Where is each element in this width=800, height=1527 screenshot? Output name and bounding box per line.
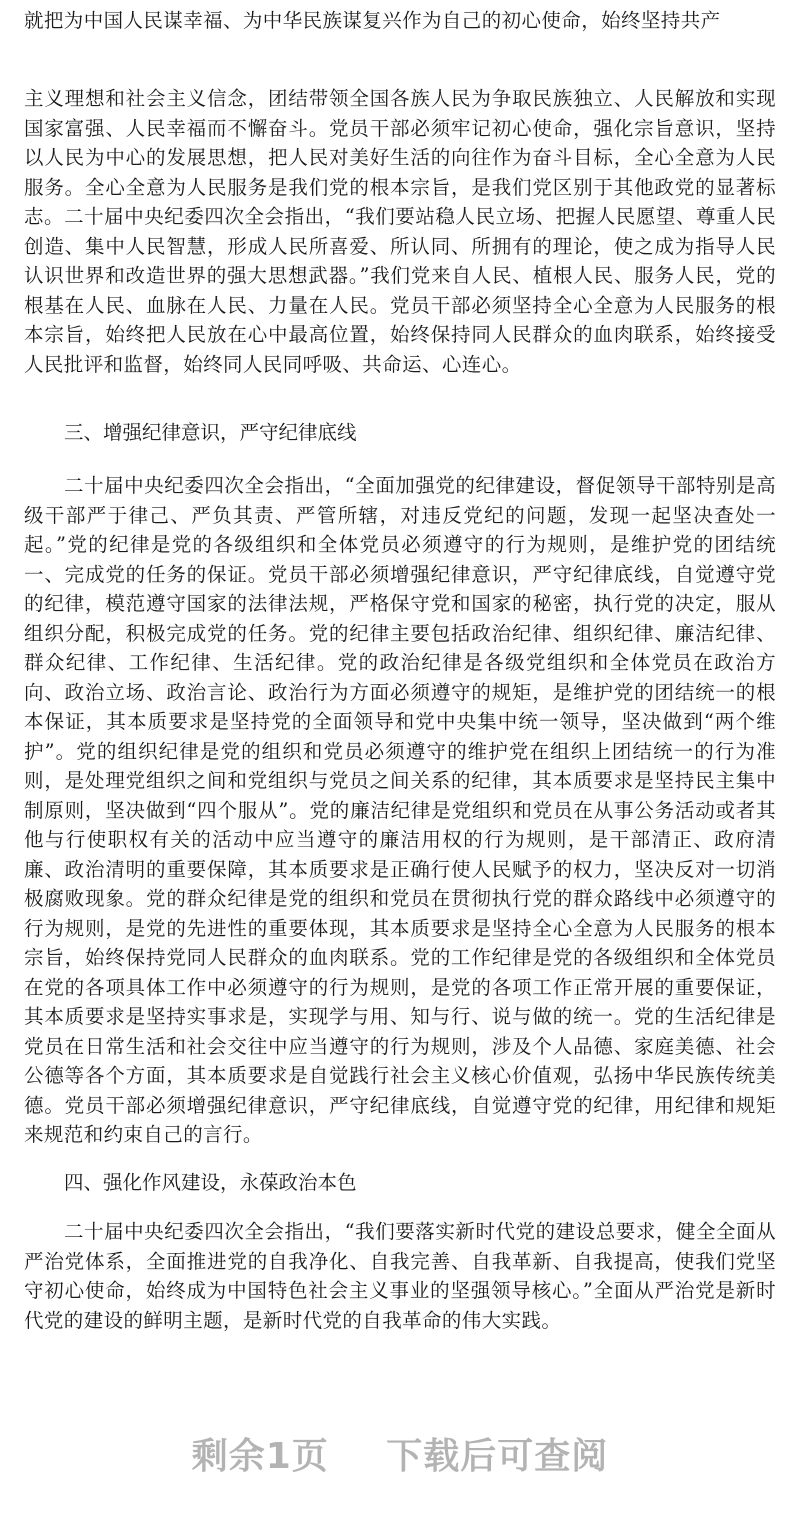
paragraph-people-service: 主义理想和社会主义信念，团结带领全国各族人民为争取民族独立、人民解放和实现国家富强、人民幸福而不懈奋斗。党员干部必须牢记初心使命，强化宗旨意识，坚持以人民为中心的发展思想，把人民对美好生活的向往作为奋斗目标，全心全意为人民服务。全心全意为人民服务是我们党的根本宗旨，是我们党区别于其他政党的显著标志。二十届中央纪委四次全会指出，“我们要站稳人民立场、把握人民愿望、尊重人民创造、集中人民智慧，形成人民所喜爱、所认同、所拥有的理论，使之成为指导人民认识世界和改造世界的强大思想武器。”我们党来自人民、植根人民、服务人民，党的根基在人民、血脉在人民、力量在人民。党员干部必须坚持全心全意为人民服务的根本宗旨，始终把人民放在心中最高位置，始终保持同人民群众的血肉联系，始终接受人民批评和监督，始终同人民同呼吸、共命运、心连心。 xyxy=(24,87,776,376)
paragraph-discipline: 二十届中央纪委四次全会指出，“全面加强党的纪律建设，督促领导干部特别是高级干部严于律己、严负其责、严管所辖，对违反党纪的问题，发现一起坚决查处一起。”党的纪律是党的各级组织和全体党员必须遵守的行为规则，是维护党的团结统一、完成党的任务的保证。党员干部必须增强纪律意识，严守纪律底线，自觉遵守党的纪律，模范遵守国家的法律法规，严格保守党和国家的秘密，执行党的决定，服从组织分配，积极完成党的任务。党的纪律主要包括政治纪律、组织纪律、廉洁纪律、群众纪律、工作纪律、生活纪律。党的政治纪律是各级党组织和全体党员在政治方向、政治立场、政治言论、政治行为方面必须遵守的规矩，是维护党的团结统一的根本保证，其本质要求是坚持党的全面领导和党中央集中统一领导，坚决做到“两个维护”。党的组织纪律是党的组织和党员必须遵守的维护党在组织上团结统一的行为准则，是处理党组织之间和党组织与党员之间关系的纪律，其本质要求是坚持民主集中制原则，坚决做到“四个服从”。党的廉洁纪律是党组织和党员在从事公务活动或者其他与行使职权有关的活动中应当遵守的廉洁用权的行为规则，是干部清正、政府清廉、政治清明的重要保障，其本质要求是正确行使人民赋予的权力，坚决反对一切消极腐败现象。党的群众纪律是党的组织和党员在贯彻执行党的群众路线中必须遵守的行为规则，是党的先进性的重要体现，其本质要求是坚持全心全意为人民服务的根本宗旨，始终保持党同人民群众的血肉联系。党的工作纪律是党的各级组织和全体党员在党的各项具体工作中必须遵守的行为规则，是党的各项工作正常开展的重要保证，其本质要求是坚持实事求是，实现学与用、知与行、说与做的统一。党的生活纪律是党员在日常生活和社会交往中应当遵守的行为规则，涉及个人品德、家庭美德、社会公德等各个方面，其本质要求是自觉践行社会主义核心价值观，弘扬中华民族传统美德。党员干部必须增强纪律意识，严守纪律底线，自觉遵守党的纪律，用纪律和规矩来规范和约束自己的言行。 xyxy=(24,474,776,1146)
paragraph-top-line: 就把为中国人民谋幸福、为中华民族谋复兴作为自己的初心使命，始终坚持共产 xyxy=(24,9,721,32)
remaining-pages-label: 剩余1页 xyxy=(191,1436,329,1477)
heading-work-style: 四、强化作风建设，永葆政治本色 xyxy=(64,1171,357,1194)
download-prompt[interactable] xyxy=(0,1428,800,1479)
heading-discipline: 三、增强纪律意识，严守纪律底线 xyxy=(64,421,357,444)
download-to-view-label[interactable]: 下载后可查阅 xyxy=(386,1436,609,1477)
paragraph-work-style: 二十届中央纪委四次全会指出，“我们要落实新时代党的建设总要求，健全全面从严治党体系，全面推进党的自我净化、自我完善、自我革新、自我提高，使我们党坚守初心使命，始终成为中国特色社会主义事业的坚强领导核心。”全面从严治党是新时代党的建设的鲜明主题，是新时代党的自我革命的伟大实践。 xyxy=(24,1220,776,1332)
